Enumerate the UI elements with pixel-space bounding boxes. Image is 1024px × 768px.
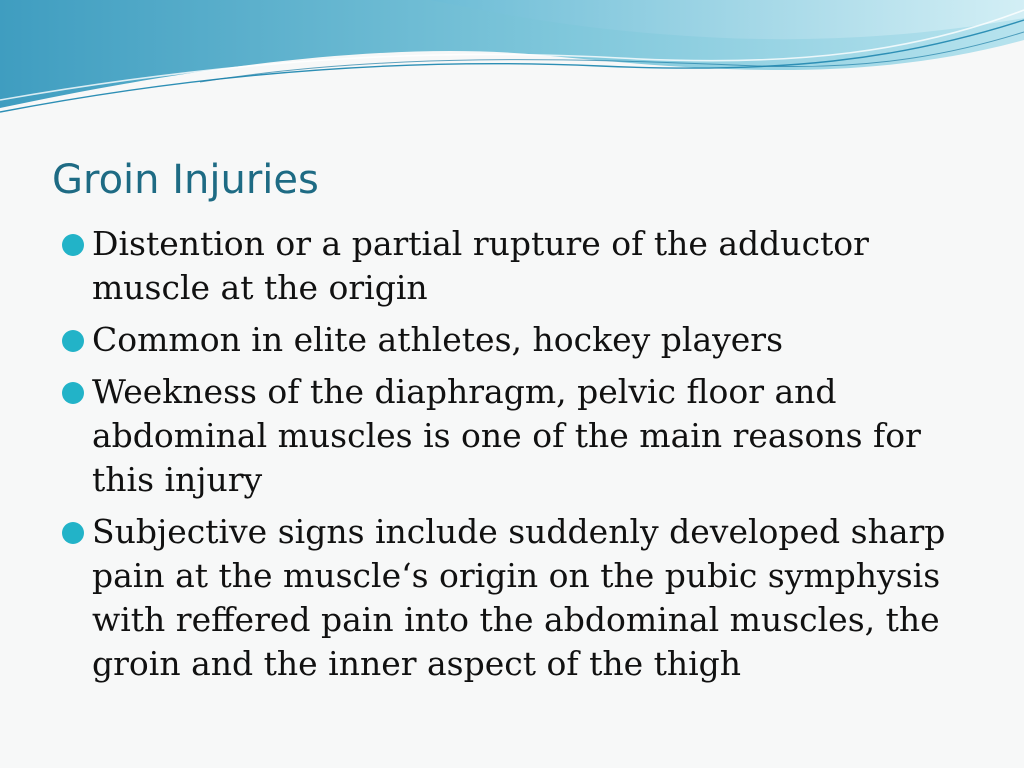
bullet-item bbox=[62, 222, 982, 310]
bullet-item bbox=[62, 370, 982, 502]
bullet-point-icon bbox=[62, 330, 84, 352]
bullet-text: Subjective signs include suddenly developed sharp pain at the muscle‘s origin on the pubic symphysis with reffered pain into the abdominal muscles, the groin and the inner aspect of the thigh bbox=[92, 512, 946, 683]
header-wave-decoration bbox=[0, 0, 1024, 130]
bullet-point-icon bbox=[62, 234, 84, 256]
bullet-text: Common in elite athletes, hockey players bbox=[92, 320, 784, 359]
bullet-text: Weekness of the diaphragm, pelvic floor and abdominal muscles is one of the main reasons for this injury bbox=[92, 372, 921, 499]
bullet-point-icon bbox=[62, 382, 84, 404]
bullet-list bbox=[62, 222, 982, 694]
bullet-item bbox=[62, 318, 982, 362]
bullet-item bbox=[62, 510, 982, 686]
slide-title: Groin Injuries bbox=[52, 157, 319, 203]
bullet-point-icon bbox=[62, 522, 84, 544]
bullet-text: Distention or a partial rupture of the adductor muscle at the origin bbox=[92, 224, 869, 307]
